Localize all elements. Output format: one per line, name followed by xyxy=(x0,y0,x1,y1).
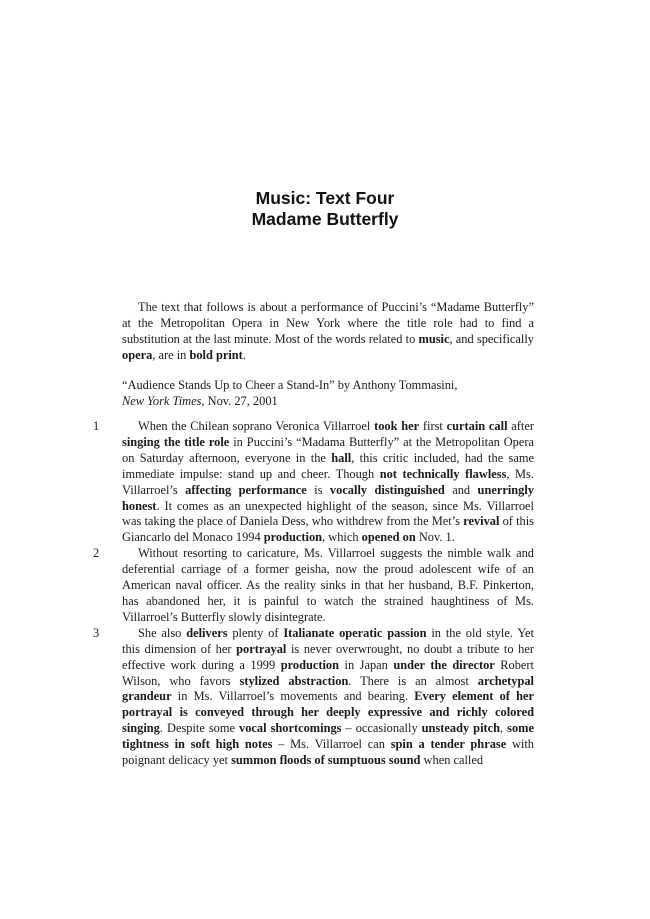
title-line-2: Madame Butterfly xyxy=(251,209,399,229)
text-run: . Despite some xyxy=(159,721,240,736)
text-run: in the old style. Yet this dimension of her xyxy=(122,625,534,656)
bold-term: summon floods of sumptuous sound xyxy=(231,753,421,768)
title-line-1: Music: Text Four xyxy=(255,188,395,208)
text-run: after xyxy=(507,419,534,433)
text-run: when called xyxy=(420,753,484,768)
bold-term: vocal shortcomings xyxy=(239,721,342,736)
text-run: , are in xyxy=(152,347,190,362)
text-run: , Ms. Villarroel’s xyxy=(122,466,534,497)
bold-term: portrayal xyxy=(236,641,287,656)
paragraph-number: 3 xyxy=(93,625,100,640)
citation-date: , Nov. 27, 2001 xyxy=(201,393,278,408)
text-run: in Puccini’s “Madama Butterfly” at the Metropolitan Opera on Saturday afternoon, everyone in the xyxy=(122,434,534,465)
text-run: in Ms. Villarroel’s movements and bearing. xyxy=(171,689,415,704)
text-run: The text that follows is about a performance of Puccini’s “Madame Butterfly” at the Metropolitan Opera in New York where the title role had to find a substitution at the last minute. Most of the words related to xyxy=(122,300,534,346)
bold-term: Every element of her portrayal is conveyed through her deeply expressive and richly colored singing xyxy=(122,689,534,736)
text-run: When the Chilean soprano Veronica Villarroel xyxy=(138,419,375,433)
article-paragraph-1 xyxy=(93,419,535,546)
bold-term: opera xyxy=(122,347,153,362)
paragraph-number: 1 xyxy=(93,419,100,433)
bold-term: music xyxy=(418,331,450,346)
text-run: , this critic included, had the same immediate impulse: stand up and cheer. Though xyxy=(122,450,534,481)
bold-term: unsteady pitch xyxy=(421,721,501,736)
text-run: . It comes as an unexpected highlight of the season, since Ms. Villarroel was taking the place of Daniela Dess, who withdrew from the Met’s xyxy=(122,498,534,529)
text-run: She also xyxy=(138,625,187,640)
bold-term: spin a tender phrase xyxy=(390,737,507,752)
citation-title: “Audience Stands Up to Cheer a Stand-In” by Anthony Tommasini, xyxy=(122,378,458,392)
citation xyxy=(122,378,534,410)
bold-term: production xyxy=(263,530,323,545)
text-run: , xyxy=(500,721,508,736)
bold-term: curtain call xyxy=(446,419,508,433)
text-run: of this Giancarlo del Monaco 1994 xyxy=(122,514,535,545)
bold-term: hall xyxy=(331,450,352,465)
bold-term: affecting performance xyxy=(185,482,307,497)
paragraph-text xyxy=(122,546,534,624)
text-run: Nov. 1. xyxy=(415,530,455,545)
citation-source: New York Times xyxy=(122,393,202,408)
intro-paragraph xyxy=(122,300,534,364)
article-body xyxy=(93,419,535,769)
bold-term: opened on xyxy=(361,530,416,545)
text-run: . There is an almost xyxy=(348,673,478,688)
bold-term: revival xyxy=(463,514,500,529)
bold-term: bold print xyxy=(189,347,243,362)
text-run: in Japan xyxy=(339,657,394,672)
page-title xyxy=(0,188,650,230)
text-run: Robert Wilson, who favors xyxy=(122,657,535,688)
text-run: , which xyxy=(322,530,362,545)
bold-term: Italianate operatic passion xyxy=(283,625,427,640)
bold-term: archetypal grandeur xyxy=(122,673,534,704)
bold-term: singing the title role xyxy=(122,434,230,449)
text-run: first xyxy=(419,419,447,433)
bold-term: took her xyxy=(374,419,420,433)
bold-term: unerringly honest xyxy=(122,482,534,513)
text-run: is never overwrought, no doubt a tribute to her effective work during a 1999 xyxy=(122,641,534,672)
text-run: . xyxy=(242,347,246,362)
citation-source-line xyxy=(122,394,534,410)
bold-term: stylized abstraction xyxy=(239,673,349,688)
text-run: Without resorting to caricature, Ms. Villarroel suggests the nimble walk and deferential carriage of a former geisha, now the proud adolescent wife of an American naval officer. As the reality sinks in that her husband, B.F. Pinkerton, has abandoned her, it is painful to watch the strained haughtiness of Ms. Villarroel’s Butterfly slowly disintegrate. xyxy=(122,546,534,624)
text-run: – occasionally xyxy=(341,721,422,736)
bold-term: not technically flawless xyxy=(379,466,507,481)
paragraph-number: 2 xyxy=(93,546,100,561)
text-run: and xyxy=(444,482,478,497)
text-run: plenty of xyxy=(227,625,284,640)
bold-term: some tightness in soft high notes xyxy=(122,721,534,752)
paragraph-text xyxy=(122,626,534,767)
text-run: – Ms. Villarroel can xyxy=(272,737,391,752)
intro-text xyxy=(122,300,534,364)
text-run: is xyxy=(306,482,330,497)
article-paragraph-3 xyxy=(93,625,535,769)
bold-term: production xyxy=(280,657,340,672)
paragraph-text xyxy=(122,419,534,544)
bold-term: delivers xyxy=(186,625,228,640)
text-run: , and specifically xyxy=(449,331,534,346)
text-run: with poignant delicacy yet xyxy=(122,737,535,768)
article-paragraph-2 xyxy=(93,546,534,626)
bold-term: under the director xyxy=(393,657,495,672)
bold-term: vocally distinguished xyxy=(329,482,445,497)
